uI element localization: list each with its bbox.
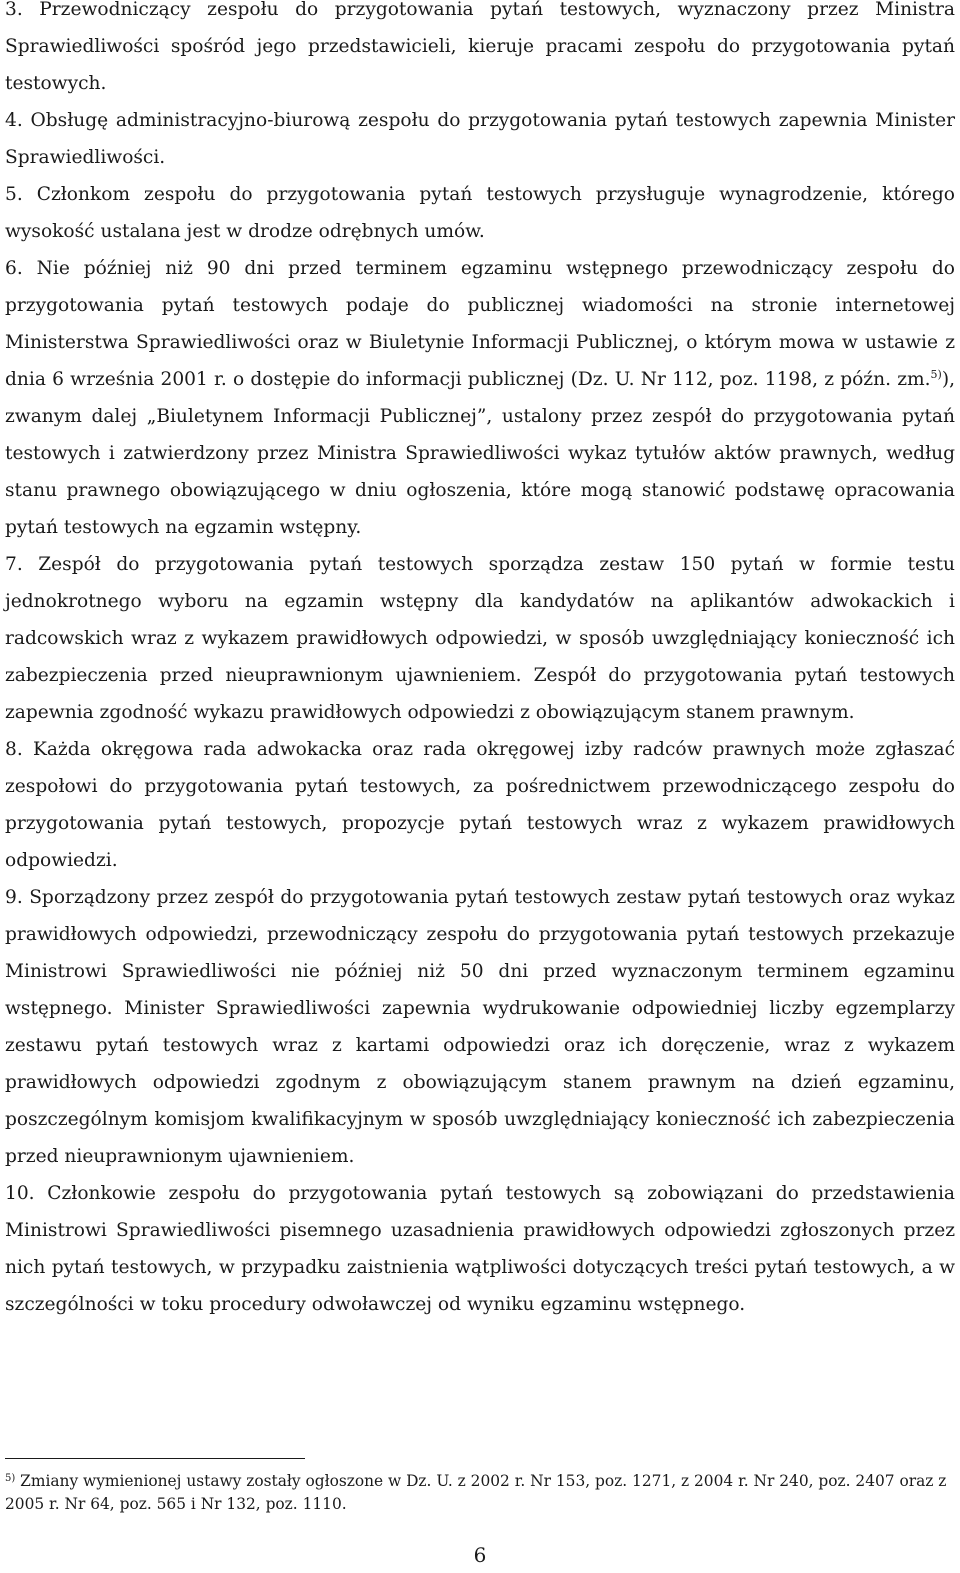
paragraph-number: 9.: [5, 887, 23, 908]
paragraph-text: Zespół do przygotowania pytań testowych sporządza zestaw 150 pytań w formie testu jednokrotnego wyboru na egzamin wstępny dla kandydatów na aplikantów adwokackich i radcowskich wraz z wykazem prawidłowych odpowiedzi, w sposób uwzględniający konieczność ich zabezpieczenia przed nieuprawnionym ujawnieniem. Zespół do przygotowania pytań testowych zapewnia zgodność wykazu prawidłowych odpowiedzi z obowiązującym stanem prawnym.: [5, 554, 955, 723]
paragraph-number: 8.: [5, 739, 23, 760]
paragraph-number: 4.: [5, 110, 23, 131]
footnote-separator: [5, 1458, 305, 1459]
paragraph-6: [5, 250, 955, 546]
paragraph-5: [5, 176, 955, 250]
paragraph-text: Członkowie zespołu do przygotowania pytań testowych są zobowiązani do przedstawienia Ministrowi Sprawiedliwości pisemnego uzasadnienia prawidłowych odpowiedzi zgłoszonych przez nich pytań testowych, w przypadku zaistnienia wątpliwości dotyczących treści pytań testowych, a w szczególności w toku procedury odwoławczej od wyniku egzaminu wstępnego.: [5, 1183, 955, 1315]
paragraph-text: Nie później niż 90 dni przed terminem egzaminu wstępnego przewodniczący zespołu do przygotowania pytań testowych podaje do publicznej wiadomości na stronie internetowej Ministerstwa Sprawiedliwości oraz w Biuletynie Informacji Publicznej, o którym mowa w ustawie z dnia 6 września 2001 r. o dostępie do informacji publicznej (Dz. U. Nr 112, poz. 1198, z późn. zm.: [5, 258, 955, 390]
footnote: [5, 1470, 955, 1516]
paragraph-number: 5.: [5, 184, 23, 205]
document-body: [5, 0, 955, 1323]
paragraph-text: Każda okręgowa rada adwokacka oraz rada okręgowej izby radców prawnych może zgłaszać zespołowi do przygotowania pytań testowych, za pośrednictwem przewodniczącego zespołu do przygotowania pytań testowych, propozycje pytań testowych wraz z wykazem prawidłowych odpowiedzi.: [5, 739, 955, 871]
paragraph-7: [5, 546, 955, 731]
paragraph-number: 7.: [5, 554, 23, 575]
footnote-marker: 5): [5, 1473, 16, 1484]
paragraph-text-continued: ), zwanym dalej „Biuletynem Informacji Publicznej”, ustalony przez zespół do przygotowania pytań testowych i zatwierdzony przez Ministra Sprawiedliwości wykaz tytułów aktów prawnych, według stanu prawnego obowiązującego w dniu ogłoszenia, które mogą stanowić podstawę opracowania pytań testowych na egzamin wstępny.: [5, 369, 955, 538]
paragraph-text: Obsługę administracyjno-biurową zespołu do przygotowania pytań testowych zapewnia Minister Sprawiedliwości.: [5, 110, 955, 168]
paragraph-8: [5, 731, 955, 879]
footnote-reference: 5): [930, 368, 942, 381]
paragraph-number: 3.: [5, 0, 23, 20]
paragraph-text: Przewodniczący zespołu do przygotowania pytań testowych, wyznaczony przez Ministra Sprawiedliwości spośród jego przedstawicieli, kieruje pracami zespołu do przygotowania pytań testowych.: [5, 0, 955, 94]
paragraph-9: [5, 879, 955, 1175]
paragraph-3: [5, 0, 955, 102]
page-number: 6: [473, 1543, 487, 1567]
paragraph-text: Członkom zespołu do przygotowania pytań testowych przysługuje wynagrodzenie, którego wysokość ustalana jest w drodze odrębnych umów.: [5, 184, 955, 242]
paragraph-4: [5, 102, 955, 176]
paragraph-number: 6.: [5, 258, 23, 279]
paragraph-number: 10.: [5, 1183, 35, 1204]
paragraph-text: Sporządzony przez zespół do przygotowania pytań testowych zestaw pytań testowych oraz wykaz prawidłowych odpowiedzi, przewodniczący zespołu do przygotowania pytań testowych przekazuje Ministrowi Sprawiedliwości nie później niż 50 dni przed wyznaczonym terminem egzaminu wstępnego. Minister Sprawiedliwości zapewnia wydrukowanie odpowiedniej liczby egzemplarzy zestawu pytań testowych wraz z kartami odpowiedzi oraz ich doręczenie, wraz z wykazem prawidłowych odpowiedzi zgodnym z obowiązującym stanem prawnym na dzień egzaminu, poszczególnym komisjom kwalifikacyjnym w sposób uwzględniający konieczność ich zabezpieczenia przed nieuprawnionym ujawnieniem.: [5, 887, 955, 1167]
paragraph-10: [5, 1175, 955, 1323]
footnote-text: Zmiany wymienionej ustawy zostały ogłoszone w Dz. U. z 2002 r. Nr 153, poz. 1271, z 2004 r. Nr 240, poz. 2407 oraz z 2005 r. Nr 64, poz. 565 i Nr 132, poz. 1110.: [5, 1472, 947, 1513]
